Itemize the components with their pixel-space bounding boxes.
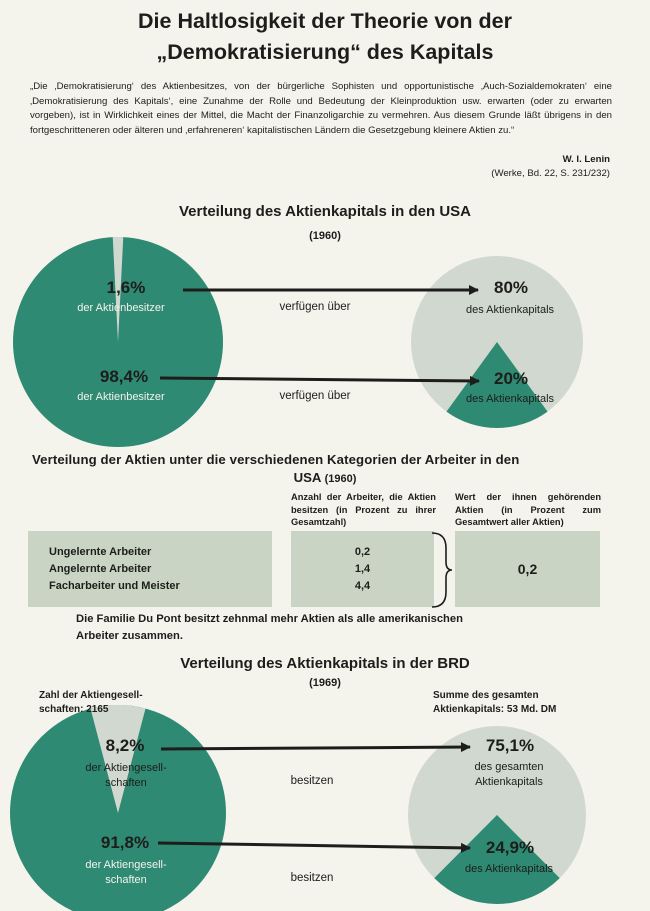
- brd-right-minor-label: des Aktienkapitals: [464, 863, 554, 875]
- brd-right-minor-value: 24,9%: [485, 838, 535, 857]
- usa-chart-title: Verteilung des Aktienkapitals in den USA: [178, 203, 472, 220]
- usa-right-minor-value: 20%: [493, 369, 529, 388]
- brd-right-major-label-line2: Aktienkapitals: [475, 776, 543, 788]
- usa-chart-year: (1960): [309, 230, 341, 242]
- usa-left-major-value: 98,4%: [99, 367, 149, 386]
- brd-left-caption-line1: Zahl der Aktiengesell-: [39, 690, 143, 701]
- brd-right-major-label: [419, 760, 599, 790]
- dupont-note-bold: zehnmal: [222, 613, 268, 625]
- table-row-value: 1,4: [354, 563, 371, 575]
- usa-right-major-label: des Aktienkapitals: [465, 304, 555, 316]
- table-combined-value: 0,2: [517, 561, 538, 577]
- brd-left-caption: [39, 689, 143, 717]
- brd-right-caption-line2: Aktienkapitals: 53 Md. DM: [433, 704, 557, 715]
- brd-arrow-top: [161, 747, 470, 749]
- dupont-note-post: mehr Aktien als alle amerikanischen: [270, 613, 463, 625]
- brd-left-minor-label-line2: schaften: [105, 777, 147, 789]
- page-title-line2: „Demokratisierung“ des Kapitals: [156, 40, 494, 64]
- table-col1-header: Anzahl der Arbeiter, die Aktien besitzen (in Prozent zu ihrer Gesamtzahl): [291, 492, 436, 527]
- table-row-category: Angelernte Arbeiter: [49, 563, 152, 575]
- usa-arrow-label-top: verfügen über: [279, 301, 351, 313]
- dupont-note-pre: Die Familie Du Pont besitzt: [76, 613, 220, 625]
- brd-left-major-label-line1: der Aktiengesell-: [85, 859, 167, 871]
- usa-right-major-value: 80%: [493, 278, 529, 297]
- table-title-line1: Verteilung der Aktien unter die verschiedenen Kategorien der Arbeiter in den: [32, 452, 520, 467]
- usa-arrow-label-bottom: verfügen über: [279, 390, 351, 402]
- brd-arrow-label-top: besitzen: [290, 775, 334, 787]
- table-row-value: 4,4: [354, 580, 371, 592]
- brd-right-major-value: 75,1%: [485, 736, 535, 755]
- usa-left-minor-value: 1,6%: [106, 278, 146, 297]
- table-title-year: (1960): [324, 473, 357, 485]
- table-row-value: 0,2: [354, 546, 371, 558]
- brd-left-major-value: 91,8%: [100, 833, 150, 852]
- brd-left-minor-value: 8,2%: [105, 736, 145, 755]
- lenin-quote: „Die ‚Demokratisierung‘ des Aktienbesitzes, von der bürgerliche Sophisten und opportunistische ‚Auch-Sozialdemokraten‘ eine ‚Demokratisierung des Kapitals‘, eine Zunahme der Rolle und Bedeutung der Kleinproduktion usw. erwarten (oder zu erwarten vorgeben), ist in Wirklichkeit eines der Mittel, die Macht der Finanzoligarchie zu vermehren. Aus diesem Grunde läßt übrigens in den fortgeschritteneren oder älteren und ‚erfahreneren‘ kapitalistischen Ländern die Gesetzgebung kleinere Aktien zu.“: [30, 81, 612, 136]
- quote-author: W. I. Lenin: [562, 154, 610, 165]
- brd-left-caption-line2: schaften: 2165: [39, 704, 109, 715]
- quote-source: (Werke, Bd. 22, S. 231/232): [491, 168, 610, 179]
- dupont-note-line2: Arbeiter zusammen.: [76, 630, 183, 642]
- table-title-line2: [0, 470, 650, 485]
- brd-chart-year: (1969): [309, 677, 341, 689]
- brd-left-major-label-line2: schaften: [105, 874, 147, 886]
- table-col2-header: Wert der ihnen gehörenden Aktien (in Prozent zum Gesamtwert aller Aktien): [455, 492, 601, 527]
- table-title-country: USA: [293, 470, 321, 485]
- usa-left-minor-label: der Aktienbesitzer: [77, 302, 165, 314]
- brd-chart-title: Verteilung des Aktienkapitals in der BRD: [180, 655, 470, 672]
- brd-left-major-label: [36, 858, 216, 888]
- brd-right-caption-line1: Summe des gesamten: [433, 690, 539, 701]
- usa-right-minor-label: des Aktienkapitals: [465, 393, 555, 405]
- brd-left-minor-label: [36, 761, 216, 791]
- brd-right-major-label-line1: des gesamten: [474, 761, 544, 773]
- table-row-category: Ungelernte Arbeiter: [49, 546, 152, 558]
- brd-right-caption: [433, 689, 556, 717]
- page-title-line1: Die Haltlosigkeit der Theorie von der: [138, 9, 512, 33]
- brd-left-minor-label-line1: der Aktiengesell-: [85, 762, 167, 774]
- usa-left-major-label: der Aktienbesitzer: [77, 391, 165, 403]
- brd-arrow-label-bottom: besitzen: [290, 872, 334, 884]
- dupont-note-line1: [76, 611, 596, 628]
- table-row-category: Facharbeiter und Meister: [49, 580, 180, 592]
